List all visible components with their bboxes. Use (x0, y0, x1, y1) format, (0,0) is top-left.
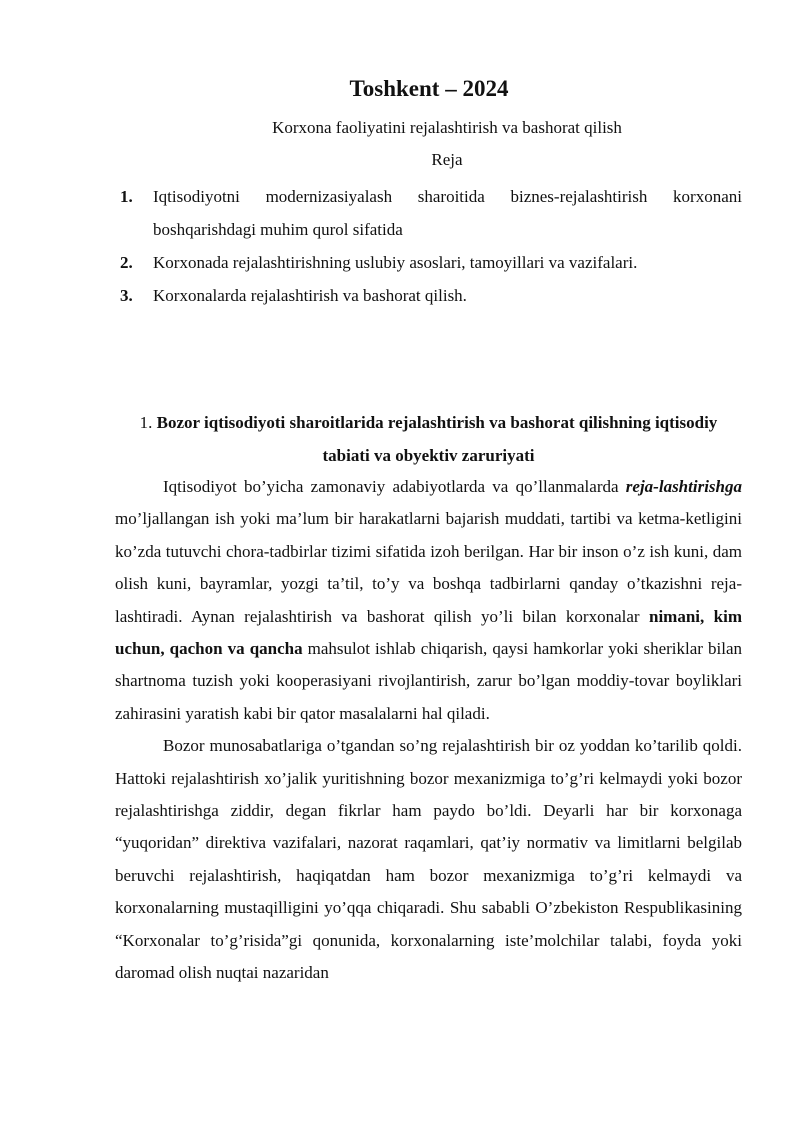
section-heading (115, 406, 742, 472)
paragraph: Bozor munosabatlariga o’tgandan so’ng rejalashtirish bir oz yoddan ko’tarilib qoldi. Hattoki rejalashtirish xo’jalik yuritishning bozor mexanizmiga to’g’ri kelmaydi yoki bozor rejalashtirishga ziddir, degan fikrlar ham paydo bo’ldi. Deyarli har bir korxonaga “yuqoridan” direktiva vazifalari, nazorat raqamlari, qat’iy normativ va limitlarni belgilab beruvchi rejalashtirish, haqiqatdan ham bozor mexanizmiga to’g’ri kelmaydi va korxonalarning mustaqilligini yo’qqa chiqaradi. Shu sababli O’zbekiston Respublikasining “Korxonalar to’g’risida”gi qonunida, korxonalarning iste’molchilar talabi, foyda yoki daromad olish nuqtai nazaridan (115, 736, 742, 983)
plan-item (120, 246, 742, 279)
subject-title: Korxona faoliyatini rejalashtirish va bashorat qilish (272, 118, 622, 137)
plan-item-number: 2. (120, 253, 133, 272)
paragraph-text: mahsulot ishlab chiqarish, qaysi hamkorlar yoki sheriklar bilan shartnoma tuzish yoki kooperasiyani rivojlantirish, zarur bo’lgan moddiy-tovar boyliklari zahirasini yaratish kabi bir qator masalalarni hal qiladi. (115, 639, 742, 723)
plan-item (120, 279, 742, 312)
paragraph (115, 471, 742, 730)
plan-item-text: Iqtisodiyotni modernizasiyalash sharoitida biznes-rejalashtirish korxonani boshqarishdagi muhim qurol sifatida (153, 187, 742, 239)
section-number: 1. (139, 413, 153, 432)
city-year-heading: Toshkent – 2024 (349, 76, 509, 101)
emphasis-term: reja-lashtirishga (625, 477, 742, 496)
plan-item-number: 3. (120, 286, 133, 305)
plan-item (120, 180, 742, 246)
plan-item-text: Korxonalarda rejalashtirish va bashorat qilish. (153, 286, 467, 305)
plan-title: Reja (431, 150, 463, 169)
body-text (115, 471, 742, 990)
plan-list (120, 180, 742, 312)
paragraph-text: mo’ljallangan ish yoki ma’lum bir harakatlarni bajarish muddati, tartibi va ketma-ketligini ko’zda tutuvchi chora-tadbirlar tizimi sifatida izoh berilgan. Har bir inson o’z ish kuni, dam olish kuni, bayramlar, yozgi ta’til, to’y va boshqa tadbirlarni qanday o’tkazishni reja-lashtiradi. Aynan rejalashtirish va bashorat qilish yo’li bilan korxonalar (115, 509, 742, 626)
bold-phrase: nimani, kim uchun, qachon va qancha (115, 606, 742, 659)
paragraph-text: Iqtisodiyot bo’yicha zamonaviy adabiyotlarda va qo’llanmalarda (163, 477, 626, 496)
section-title: Bozor iqtisodiyoti sharoitlarida rejalashtirish va bashorat qilishning iqtisodiy tabiati va obyektiv zaruriyati (156, 413, 718, 465)
plan-item-number: 1. (120, 187, 133, 206)
plan-item-text: Korxonada rejalashtirishning uslubiy asoslari, tamoyillari va vazifalari. (153, 253, 638, 272)
